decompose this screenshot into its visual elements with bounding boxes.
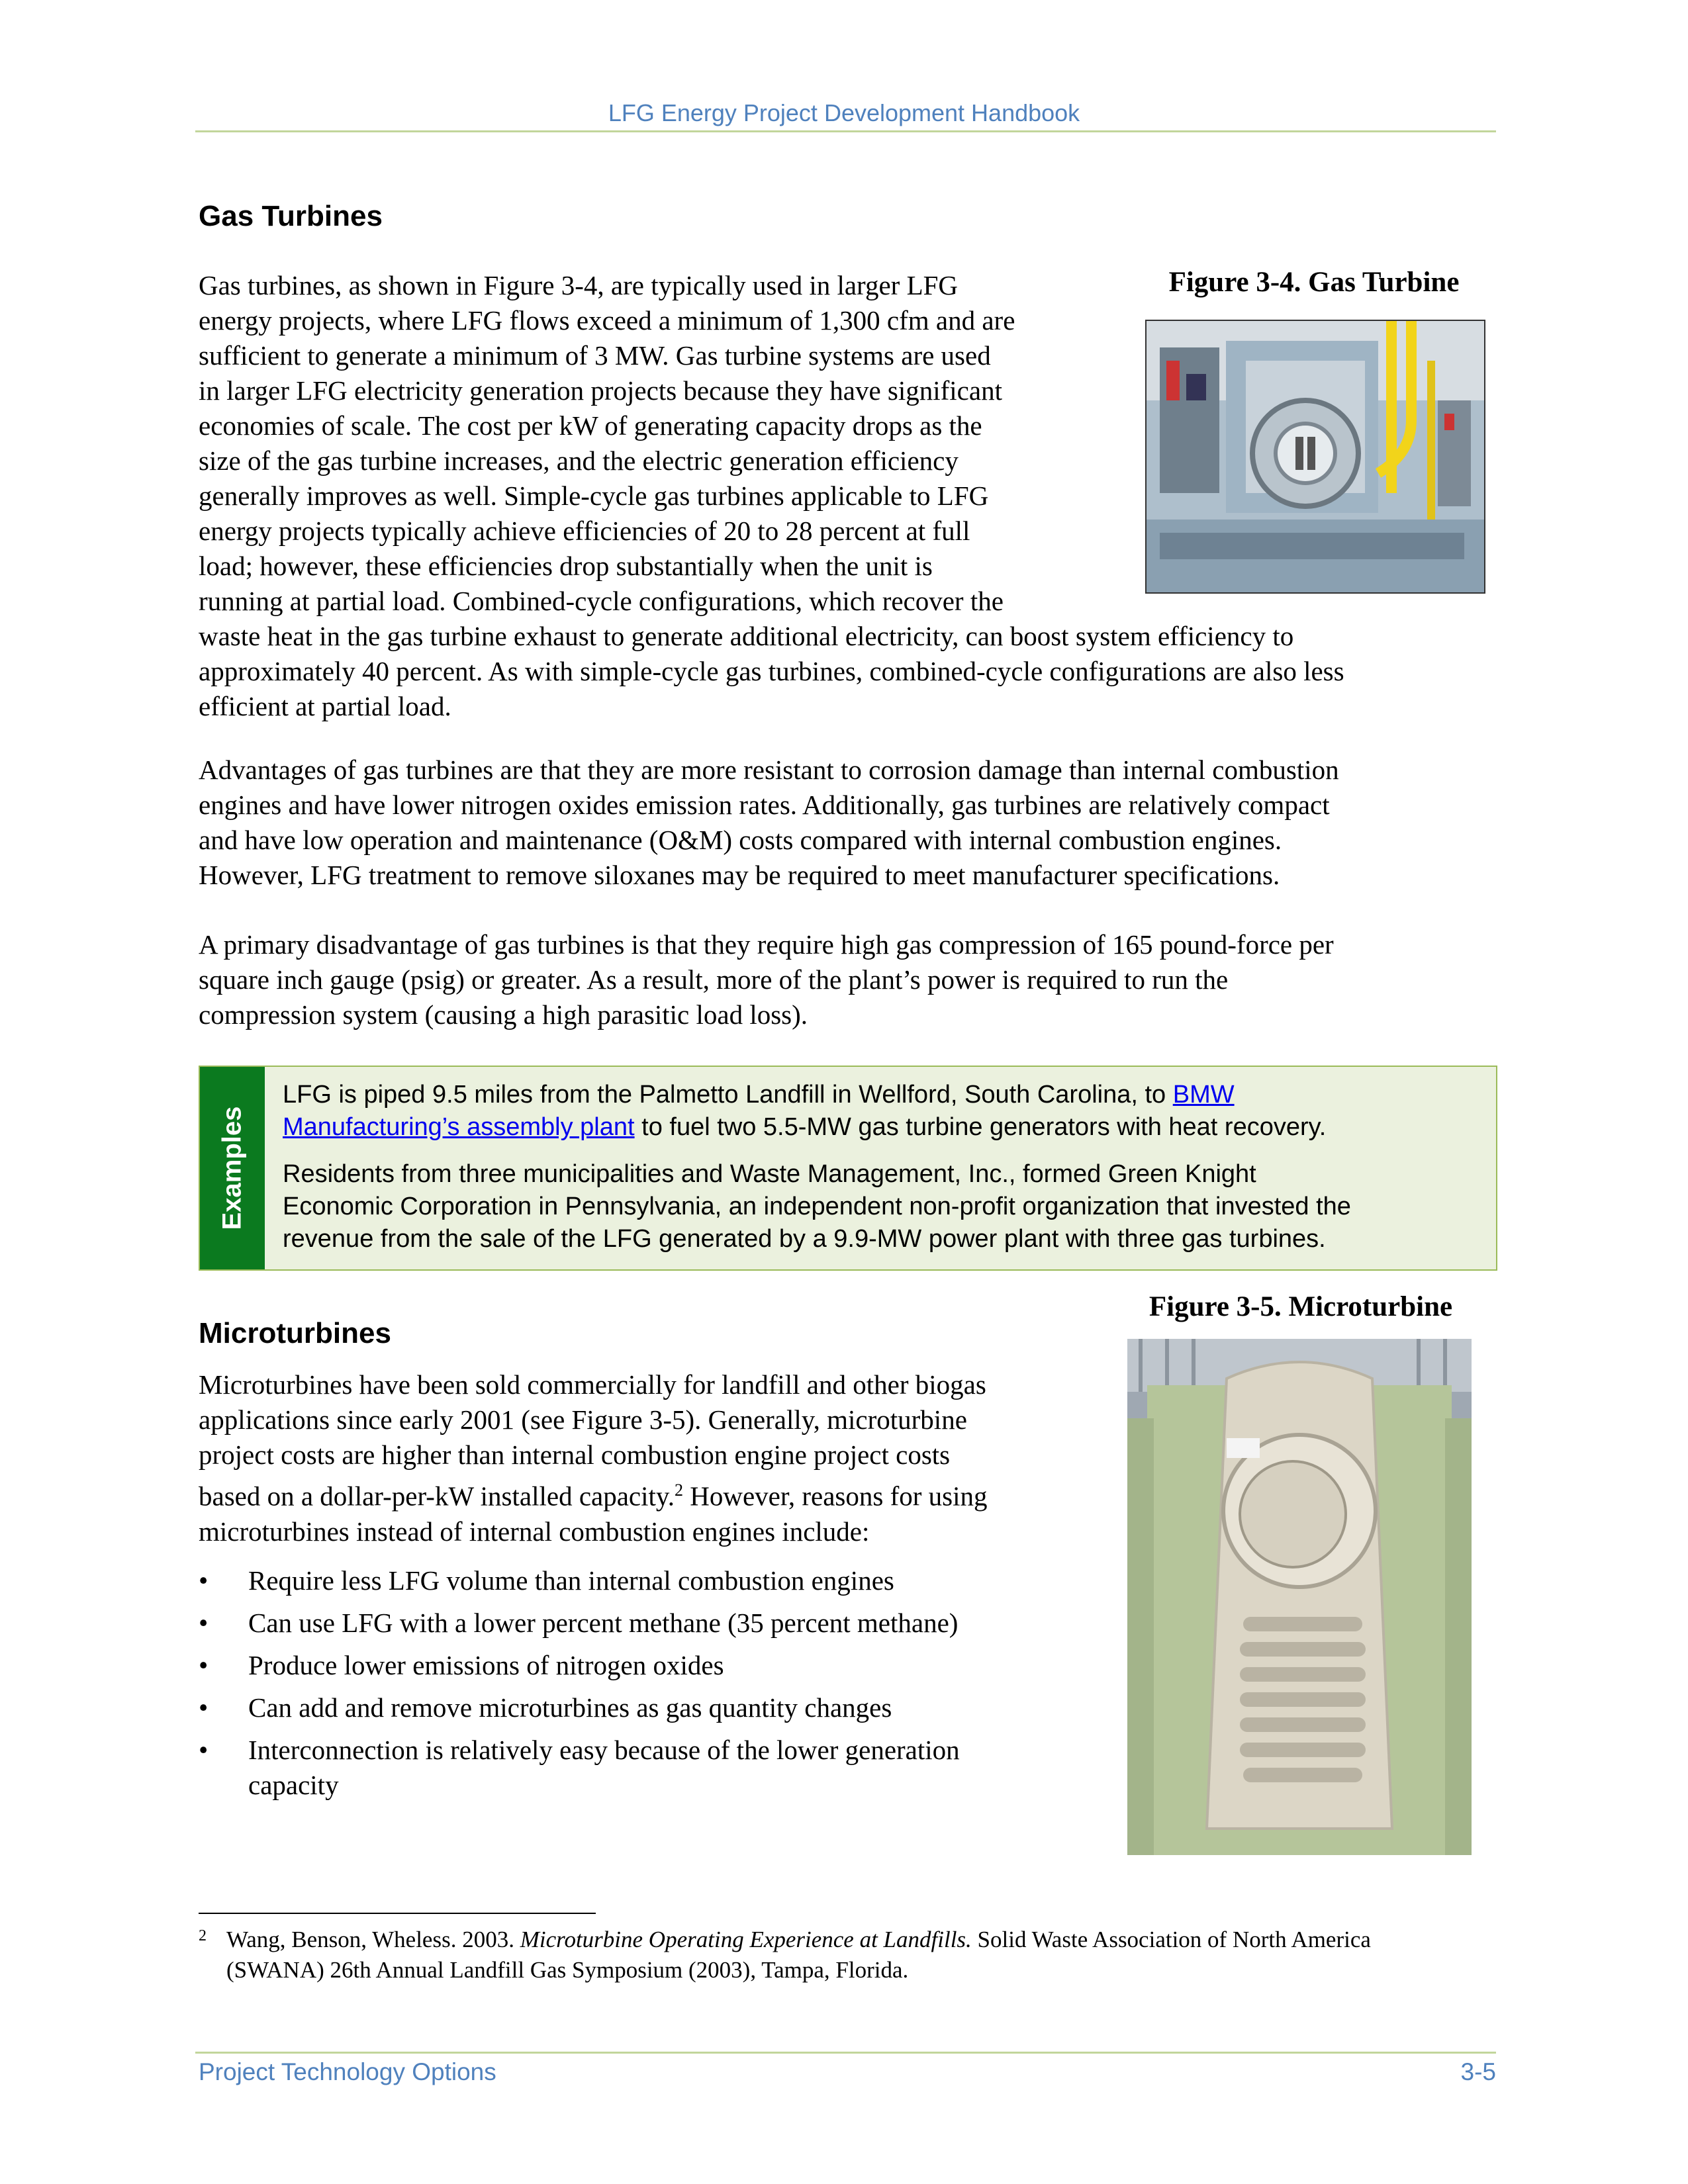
figure-3-4-caption: Figure 3-4. Gas Turbine: [1168, 267, 1460, 298]
text-line: in larger LFG electricity generation projects because they have significant: [199, 375, 1002, 406]
footnote-title: Microturbine Operating Experience at Landfills.: [520, 1927, 972, 1952]
text-line: running at partial load. Combined-cycle configurations, which recover the: [199, 586, 1004, 616]
list-item: • Interconnection is relatively easy because of the lower generation capacity: [199, 1733, 1112, 1803]
list-item: • Can use LFG with a lower percent methane (35 percent methane): [199, 1606, 1112, 1641]
examples-callout-box: [199, 1066, 1497, 1271]
section-heading-microturbines: Microturbines: [199, 1317, 391, 1349]
bullet-glyph: •: [199, 1692, 209, 1723]
microturbines-paragraph: [199, 1367, 1112, 1549]
text-line: project costs are higher than internal combustion engine project costs: [199, 1439, 951, 1470]
gas-turbine-illustration: [1147, 321, 1484, 592]
text-line: Residents from three municipalities and Waste Management, Inc., formed Green Knight: [283, 1160, 1256, 1188]
text-line: generally improves as well. Simple-cycle gas turbines applicable to LFG: [199, 480, 989, 511]
gas-turbines-paragraph-3: [199, 927, 1496, 1032]
text-line: economies of scale. The cost per kW of generating capacity drops as the: [199, 410, 982, 441]
text-line: A primary disadvantage of gas turbines is that they require high gas compression of 165 pound-force per: [199, 929, 1334, 960]
text-line: Economic Corporation in Pennsylvania, an independent non-profit organization that invested the: [283, 1193, 1351, 1220]
list-item: • Can add and remove microturbines as gas quantity changes: [199, 1690, 1112, 1725]
example-2: [283, 1158, 1481, 1255]
examples-tab: [200, 1067, 265, 1269]
text-line: based on a dollar-per-kW installed capacity.$^2$ However, reasons for using: [199, 1480, 988, 1512]
examples-label: Examples: [217, 1106, 247, 1230]
footnote-number: 2: [199, 1927, 207, 1944]
text-line: Advantages of gas turbines are that they are more resistant to corrosion damage than internal combustion: [199, 754, 1339, 785]
microturbine-illustration: [1127, 1339, 1472, 1855]
text-line: load; however, these efficiencies drop substantially when the unit is: [199, 551, 933, 581]
footnote-2: 2 Wang, Benson, Wheless. 2003. Microturbine Operating Experience at Landfills. Solid Waste Association of North America (SWANA) 26th Annual Landfill Gas Symposium (2003), Tampa, Florida.: [199, 1925, 1496, 1985]
bmw-plant-link[interactable]: BMW Manufacturing’s assembly plant: [283, 1081, 1235, 1141]
gas-turbine-photo: [1145, 320, 1485, 594]
bullet-glyph: •: [199, 1608, 209, 1638]
footer-rule: [195, 2052, 1496, 2054]
footnote-separator: [199, 1913, 596, 1914]
example-1-text-end: to fuel two 5.5-MW gas turbine generators with heat recovery.: [634, 1113, 1327, 1141]
text-line: compression system (causing a high parasitic load loss).: [199, 999, 808, 1030]
text-line: Microturbines have been sold commercially for landfill and other biogas: [199, 1369, 986, 1400]
footnote-ref-2[interactable]: 2: [674, 1480, 683, 1500]
text-line: applications since early 2001 (see Figure 3-5). Generally, microturbine: [199, 1404, 967, 1435]
example-1-text: LFG is piped 9.5 miles from the Palmetto Landfill in Wellford, South Carolina, to: [283, 1081, 1173, 1109]
text-line: approximately 40 percent. As with simple-cycle gas turbines, combined-cycle configurations are also less: [199, 656, 1344, 686]
examples-text: [283, 1079, 1481, 1270]
list-item: • Require less LFG volume than internal combustion engines: [199, 1563, 1112, 1598]
text-line: efficient at partial load.: [199, 691, 451, 721]
text-line: waste heat in the gas turbine exhaust to generate additional electricity, can boost system efficiency to: [199, 621, 1294, 651]
running-header: LFG Energy Project Development Handbook: [608, 99, 1080, 126]
list-item: • Produce lower emissions of nitrogen oxides: [199, 1648, 1112, 1683]
text-line: energy projects, where LFG flows exceed a minimum of 1,300 cfm and are: [199, 305, 1015, 336]
text-line: Gas turbines, as shown in Figure 3-4, are typically used in larger LFG: [199, 270, 959, 300]
microturbine-photo: [1127, 1339, 1472, 1855]
bullet-glyph: •: [199, 1565, 209, 1596]
bullet-glyph: •: [199, 1650, 209, 1680]
text-line: sufficient to generate a minimum of 3 MW. Gas turbine systems are used: [199, 340, 991, 371]
text-line: square inch gauge (psig) or greater. As a result, more of the plant’s power is required to run the: [199, 964, 1229, 995]
text-line: and have low operation and maintenance (O&M) costs compared with internal combustion engines.: [199, 825, 1282, 855]
text-line: energy projects typically achieve efficiencies of 20 to 28 percent at full: [199, 516, 970, 546]
text-line: microturbines instead of internal combustion engines include:: [199, 1516, 870, 1547]
gas-turbines-paragraph-2: [199, 752, 1496, 893]
figure-3-5-caption: Figure 3-5. Microturbine: [1149, 1291, 1453, 1322]
section-heading-gas-turbines: Gas Turbines: [199, 200, 383, 232]
footer-section-title: Project Technology Options: [199, 2058, 496, 2085]
text-line: revenue from the sale of the LFG generated by a 9.9-MW power plant with three gas turbines.: [283, 1225, 1326, 1253]
example-1: [283, 1079, 1481, 1144]
text-line: However, LFG treatment to remove siloxanes may be required to meet manufacturer specifications.: [199, 860, 1280, 890]
text-line: size of the gas turbine increases, and the electric generation efficiency: [199, 445, 959, 476]
text-line: engines and have lower nitrogen oxides emission rates. Additionally, gas turbines are relatively compact: [199, 790, 1330, 820]
microturbine-advantages-list: [199, 1563, 1112, 1810]
bullet-glyph: •: [199, 1735, 209, 1765]
page-number: 3-5: [1460, 2058, 1496, 2085]
header-rule: [195, 130, 1496, 132]
